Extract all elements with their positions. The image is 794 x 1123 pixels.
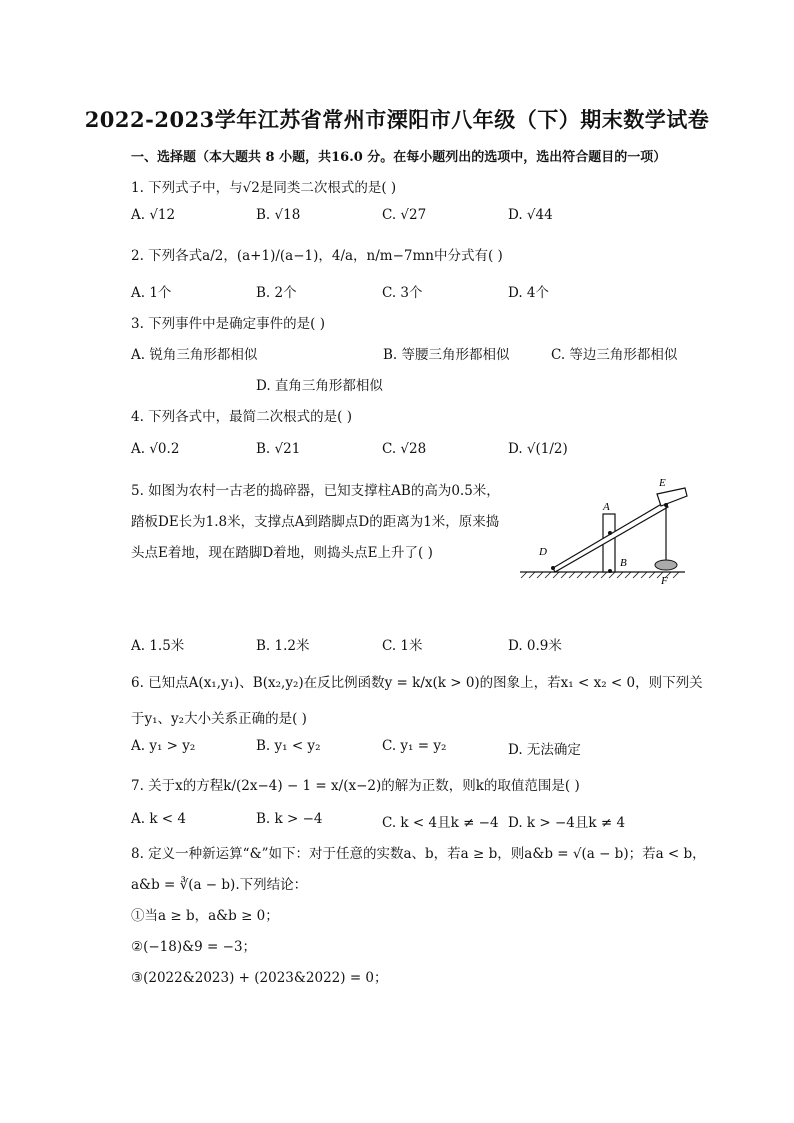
question-5-line-3: 头点E着地，现在踏脚D着地，则捣头点E上升了( ) xyxy=(131,545,433,561)
label-a: A xyxy=(603,501,610,513)
q2-option-c: C. 3个 xyxy=(382,285,423,301)
q6-option-d: D. 无法确定 xyxy=(508,742,581,758)
question-8-line-4: ②(−18)&9 = −3； xyxy=(131,939,257,955)
question-5-line-1: 5. 如图为农村一古老的捣碎器，已知支撑柱AB的高为0.5米， xyxy=(131,483,500,499)
question-8-line-3: ①当a ≥ b，a&b ≥ 0； xyxy=(131,908,279,924)
q7-option-b: B. k > −4 xyxy=(256,811,323,827)
q2-option-b: B. 2个 xyxy=(256,285,297,301)
q2-option-a: A. 1个 xyxy=(131,285,172,301)
q3-option-a: A. 锐角三角形都相似 xyxy=(131,347,258,363)
label-f: F xyxy=(661,575,668,587)
q6-option-a: A. y₁ > y₂ xyxy=(131,738,196,754)
label-d: D xyxy=(539,546,547,558)
q4-option-a: A. √0.2 xyxy=(131,441,180,457)
pounder-figure xyxy=(515,470,690,588)
question-7-stem: 7. 关于x的方程k/(2x−4) − 1 = x/(x−2)的解为正数，则k的取值范围是( ) xyxy=(131,778,580,794)
q7-option-c: C. k < 4且k ≠ −4 xyxy=(382,815,499,831)
q7-option-a: A. k < 4 xyxy=(131,811,186,827)
question-1-stem: 1. 下列式子中，与√2是同类二次根式的是( ) xyxy=(131,180,397,196)
q1-option-a: A. √12 xyxy=(131,207,176,223)
q3-option-d: D. 直角三角形都相似 xyxy=(256,378,383,394)
q4-option-d: D. √(1/2) xyxy=(508,441,568,457)
section-heading: 一、选择题（本大题共 8 小题，共16.0 分。在每小题列出的选项中，选出符合题目的一项） xyxy=(131,150,667,165)
question-3-stem: 3. 下列事件中是确定事件的是( ) xyxy=(131,316,325,332)
question-8-line-2: a&b = ∛(a − b).下列结论： xyxy=(131,877,308,893)
q5-option-b: B. 1.2米 xyxy=(256,638,310,654)
q5-option-c: C. 1米 xyxy=(382,638,423,654)
q5-option-a: A. 1.5米 xyxy=(131,638,185,654)
q5-option-d: D. 0.9米 xyxy=(508,638,562,654)
q1-option-b: B. √18 xyxy=(256,207,301,223)
q3-option-b: B. 等腰三角形都相似 xyxy=(383,347,510,363)
question-8-line-5: ③(2022&2023) + (2023&2022) = 0； xyxy=(131,970,388,986)
q6-option-c: C. y₁ = y₂ xyxy=(382,738,447,754)
page-title: 2022-2023学年江苏省常州市溧阳市八年级（下）期末数学试卷 xyxy=(84,107,710,132)
q1-option-c: C. √27 xyxy=(382,207,427,223)
label-e: E xyxy=(659,477,666,489)
q6-option-b: B. y₁ < y₂ xyxy=(256,738,321,754)
q3-option-c: C. 等边三角形都相似 xyxy=(551,347,678,363)
question-8-line-1: 8. 定义一种新运算“&”如下：对于任意的实数a、b，若a ≥ b，则a&b = √(a − b)；若a < b， xyxy=(131,846,706,862)
question-2-stem: 2. 下列各式a/2，(a+1)/(a−1)，4/a，n/m−7mn中分式有( ) xyxy=(131,248,503,264)
question-6-line-2: 于y₁、y₂大小关系正确的是( ) xyxy=(131,711,307,727)
question-4-stem: 4. 下列各式中，最简二次根式的是( ) xyxy=(131,409,352,425)
q2-option-d: D. 4个 xyxy=(508,285,550,301)
label-b: B xyxy=(620,557,627,569)
question-6-line-1: 6. 已知点A(x₁,y₁)、B(x₂,y₂)在反比例函数y = k/x(k > 0)的图象上，若x₁ < x₂ < 0，则下列关 xyxy=(131,675,703,691)
question-5-line-2: 踏板DE长为1.8米，支撑点A到踏脚点D的距离为1米，原来捣 xyxy=(131,514,500,530)
q4-option-b: B. √21 xyxy=(256,441,301,457)
q1-option-d: D. √44 xyxy=(508,207,553,223)
q7-option-d: D. k > −4且k ≠ 4 xyxy=(508,815,626,831)
q4-option-c: C. √28 xyxy=(382,441,427,457)
